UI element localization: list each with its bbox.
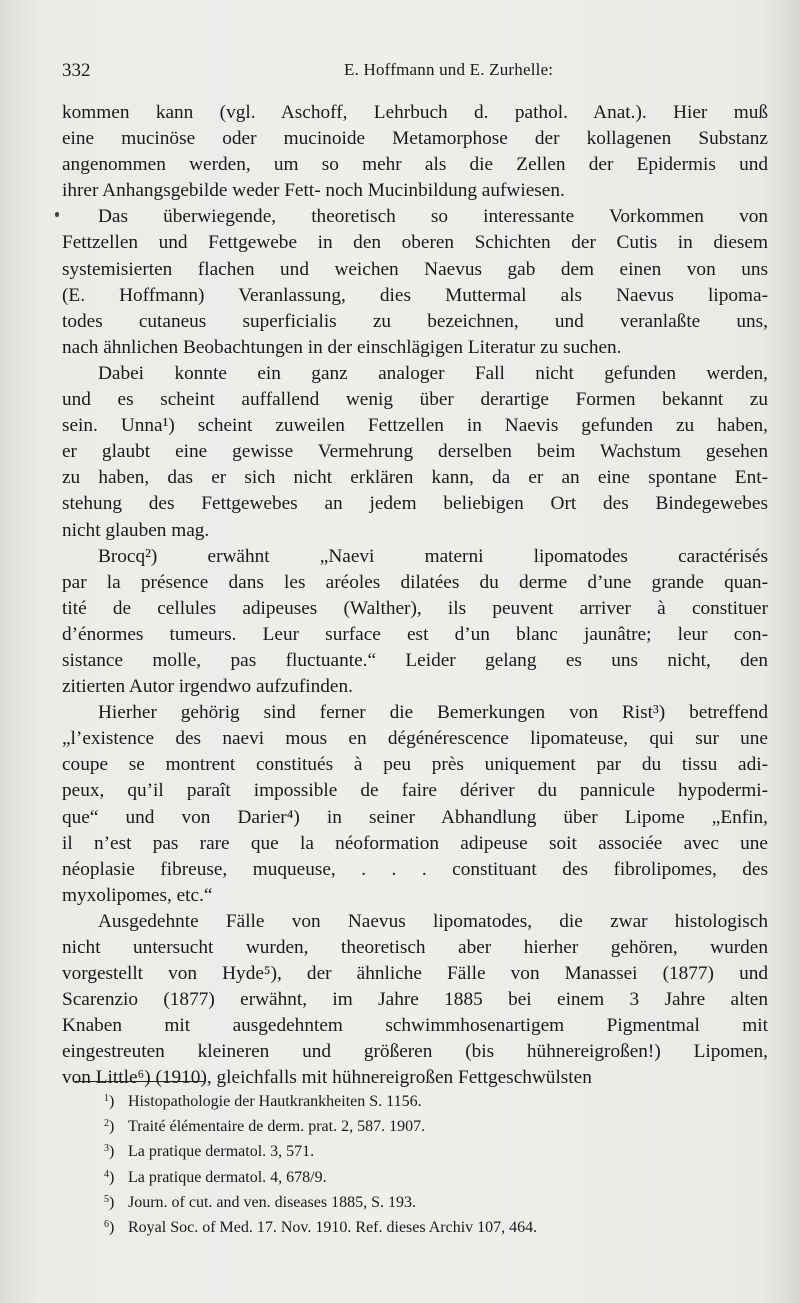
text-line: eingestreuten kleineren und größeren (bis hühnereigroßen!) Lipomen, — [62, 1041, 768, 1063]
text-line: angenommen werden, um so mehr als die Zellen der Epidermis und — [62, 154, 768, 176]
text-line: vorgestellt von Hyde⁵), der ähnliche Fälle von Manassei (1877) und — [62, 963, 768, 985]
footnote — [104, 1088, 724, 1113]
text-line: Ausgedehnte Fälle von Naevus lipomatodes, die zwar histologisch — [98, 910, 768, 932]
footnote-number: $^3$) — [104, 1143, 115, 1161]
text-line: peux, qu’il paraît impossible de faire dériver du pannicule hypodermi- — [62, 780, 768, 802]
text-line: Brocq²) erwähnt „Naevi materni lipomatodes caractérisés — [98, 545, 768, 567]
text-line: zitierten Autor irgendwo aufzufinden. — [62, 676, 353, 698]
footnote-text: Journ. of cut. and ven. diseases 1885, S. 193. — [128, 1193, 416, 1211]
page-header — [62, 60, 738, 88]
footnote — [104, 1214, 724, 1239]
margin-mark — [55, 212, 59, 217]
footnote-text: La pratique dermatol. 4, 678/9. — [128, 1168, 327, 1186]
text-line: Das überwiegende, theoretisch so interessante Vorkommen von — [98, 206, 768, 228]
text-line: il n’est pas rare que la néoformation adipeuse soit associée avec une — [62, 832, 768, 854]
footnote-number: $^4$) — [104, 1168, 115, 1186]
text-line: ihrer Anhangsgebilde weder Fett- noch Mucinbildung aufwiesen. — [62, 180, 565, 202]
text-line: nicht untersucht wurden, theoretisch aber hierher gehören, wurden — [62, 937, 768, 958]
text-line: und es scheint auffallend wenig über derartige Formen bekannt zu — [62, 389, 768, 411]
footnotes — [104, 1088, 724, 1239]
footnote-rule — [75, 1081, 205, 1082]
page-number: 332 — [62, 60, 91, 81]
text-line: stehung des Fettgewebes an jedem beliebigen Ort des Bindegewebes — [62, 493, 768, 515]
text-line: Scarenzio (1877) erwähnt, im Jahre 1885 bei einem 3 Jahre alten — [62, 989, 768, 1011]
footnote-text: Royal Soc. of Med. 17. Nov. 1910. Ref. dieses Archiv 107, 464. — [128, 1219, 538, 1237]
text-line: par la présence dans les aréoles dilatées du derme d’une grande quan- — [62, 571, 768, 593]
text-line: Hierher gehörig sind ferner die Bemerkungen von Rist³) betreffend — [98, 702, 768, 724]
text-line: (E. Hoffmann) Veranlassung, dies Muttermal als Naevus lipoma- — [62, 284, 768, 306]
footnote-number: $^5$) — [104, 1193, 115, 1211]
text-line: sistance molle, pas fluctuante.“ Leider gelang es uns nicht, den — [62, 649, 768, 671]
text-line: sein. Unna¹) scheint zuweilen Fettzellen in Naevis gefunden zu haben, — [62, 415, 768, 437]
footnote — [104, 1164, 724, 1189]
text-line: tité de cellules adipeuses (Walther), ils peuvent arriver à constituer — [62, 597, 768, 619]
body-text — [62, 100, 768, 1092]
text-line: Knaben mit ausgedehntem schwimmhosenartigem Pigmentmal mit — [62, 1015, 768, 1037]
text-line: nach ähnlichen Beobachtungen in der einschlägigen Literatur zu suchen. — [62, 336, 622, 358]
text-line: Dabei konnte ein ganz analoger Fall nicht gefunden werden, — [98, 362, 768, 384]
footnote-text: Traité élémentaire de derm. prat. 2, 587. 1907. — [128, 1118, 426, 1136]
text-line: todes cutaneus superficialis zu bezeichnen, und veranlaßte uns, — [62, 310, 768, 332]
footnote-number: $^6$) — [104, 1219, 115, 1237]
text-line: „l’existence des naevi mous en dégénérescence lipomateuse, qui sur une — [62, 728, 768, 750]
text-line: von Little⁶) (1910), gleichfalls mit hühnereigroßen Fettgeschwülsten — [62, 1067, 592, 1089]
text-line: d’énormes tumeurs. Leur surface est d’un blanc jaunâtre; leur con- — [62, 623, 768, 645]
footnote — [104, 1113, 724, 1138]
text-line: Fettzellen und Fettgewebe in den oberen Schichten der Cutis in diesem — [62, 232, 768, 254]
text-line: nicht glauben mag. — [62, 519, 210, 541]
text-line: er glaubt eine gewisse Vermehrung derselben beim Wachstum gesehen — [62, 441, 768, 463]
footnote-text: La pratique dermatol. 3, 571. — [128, 1143, 315, 1161]
text-line: coupe se montrent constitués à peu près uniquement par du tissu adi- — [62, 754, 768, 776]
footnote-number: $^2$) — [104, 1118, 115, 1136]
text-line: systemisierten flachen und weichen Naevus gab dem einen von uns — [62, 258, 768, 280]
text-line: myxolipomes, etc.“ — [62, 884, 213, 906]
running-head: E. Hoffmann und E. Zurhelle: — [344, 60, 554, 79]
text-line: que“ und von Darier⁴) in seiner Abhandlung über Lipome „Enfin, — [62, 806, 768, 828]
footnote-text: Histopathologie der Hautkrankheiten S. 1156. — [128, 1093, 422, 1110]
footnote — [104, 1138, 724, 1163]
text-line: kommen kann (vgl. Aschoff, Lehrbuch d. pathol. Anat.). Hier muß — [62, 102, 768, 123]
footnote — [104, 1189, 724, 1214]
text-line: néoplasie fibreuse, muqueuse, . . . constituant des fibrolipomes, des — [62, 858, 768, 880]
text-line: eine mucinöse oder mucinoide Metamorphose der kollagenen Substanz — [62, 128, 768, 150]
text-line: zu haben, das er sich nicht erklären kann, da er an eine spontane Ent- — [62, 467, 768, 489]
footnote-number: $^1$) — [104, 1093, 115, 1110]
